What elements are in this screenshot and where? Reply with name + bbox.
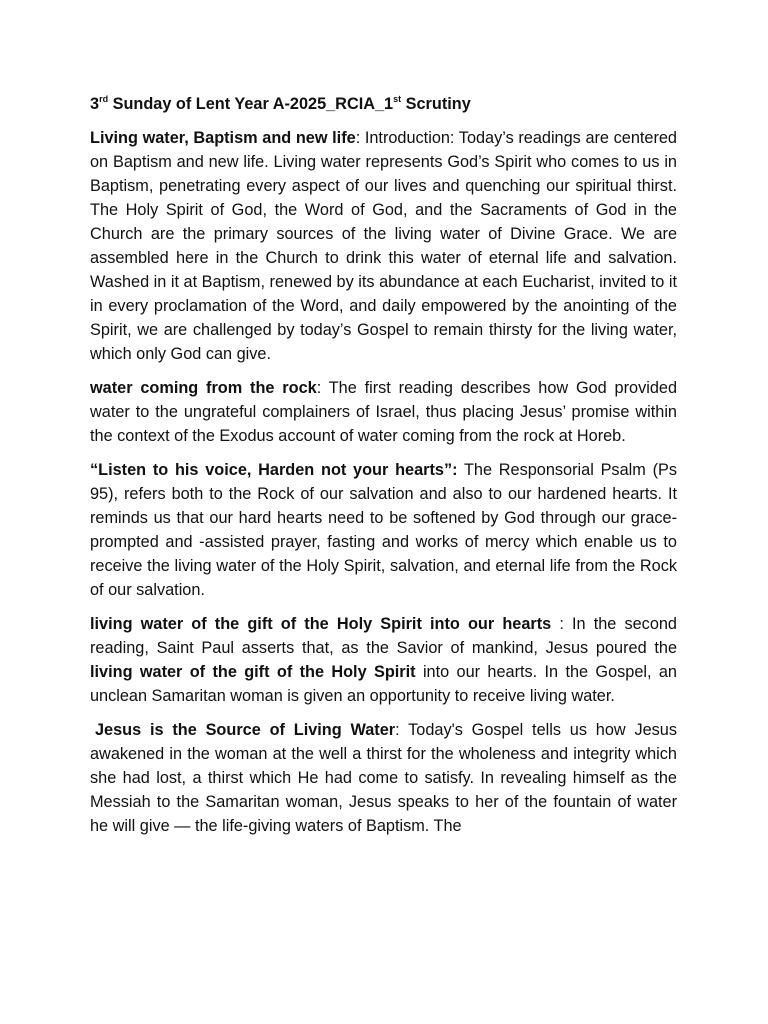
paragraph-water-from-rock — [90, 376, 677, 448]
paragraph-text: The Responsorial Psalm (Ps 95), refers both to the Rock of our salvation and also to our hardened hearts. It reminds us that our hard hearts need to be softened by God through our grace-prompted and -assisted prayer, fasting and works of mercy which enable us to receive the living water of the Holy Spirit, salvation, and eternal life from the Rock of our salvation. — [90, 461, 677, 599]
paragraph-text: : Introduction: Today’s readings are centered on Baptism and new life. Living water represents God’s Spirit who comes to us in Baptism, penetrating every aspect of our lives and quenching our spiritual thirst. The Holy Spirit of God, the Word of God, and the Sacraments of God in the Church are the primary sources of the living water of Divine Grace. We are assembled here in the Church to drink this water of eternal life and salvation. Washed in it at Baptism, renewed by its abundance at each Eucharist, invited to it in every proclamation of the Word, and daily empowered by the anointing of the Spirit, we are challenged by today’s Gospel to remain thirsty for the living water, which only God can give. — [90, 129, 677, 363]
paragraph-text: : The first reading describes how God provided water to the ungrateful complainers of Israel, thus placing Jesus’ promise within the context of the Exodus account of water coming from the rock at Horeb. — [90, 379, 677, 445]
paragraph-heading: living water of the gift of the Holy Spirit into our hearts — [90, 615, 552, 633]
title-superscript-rd: rd — [99, 93, 109, 104]
paragraph-text-after: into our hearts. In the Gospel, an unclean Samaritan woman is given an opportunity to receive living water. — [90, 663, 677, 705]
paragraph-inline-bold: living water of the gift of the Holy Spirit — [90, 663, 416, 681]
paragraph-text: : Today's Gospel tells us how Jesus awakened in the woman at the well a thirst for the wholeness and integrity which she had lost, a thirst which He had come to satisfy. In revealing himself as the Messiah to the Samaritan woman, Jesus speaks to her of the fountain of water he will give — the life-giving waters of Baptism. The — [90, 721, 678, 835]
title-superscript-st: st — [393, 93, 402, 104]
paragraph-second-reading — [90, 612, 677, 708]
paragraph-text: : In the second reading, Saint Paul asserts that, as the Savior of mankind, Jesus poured the — [90, 615, 677, 657]
paragraph-responsorial-psalm — [90, 458, 677, 602]
paragraph-source-of-living-water — [90, 718, 677, 838]
paragraph-heading: “Listen to his voice, Harden not your hearts”: — [90, 461, 458, 479]
paragraph-heading: Living water, Baptism and new life — [90, 129, 356, 147]
document-page — [90, 92, 677, 848]
paragraph-heading: water coming from the rock — [90, 379, 317, 397]
paragraph-heading: Jesus is the Source of Living Water — [95, 721, 396, 739]
paragraph-living-water-baptism — [90, 126, 677, 366]
document-title: 3rd Sunday of Lent Year A-2025_RCIA_1st Scrutiny — [90, 93, 471, 113]
